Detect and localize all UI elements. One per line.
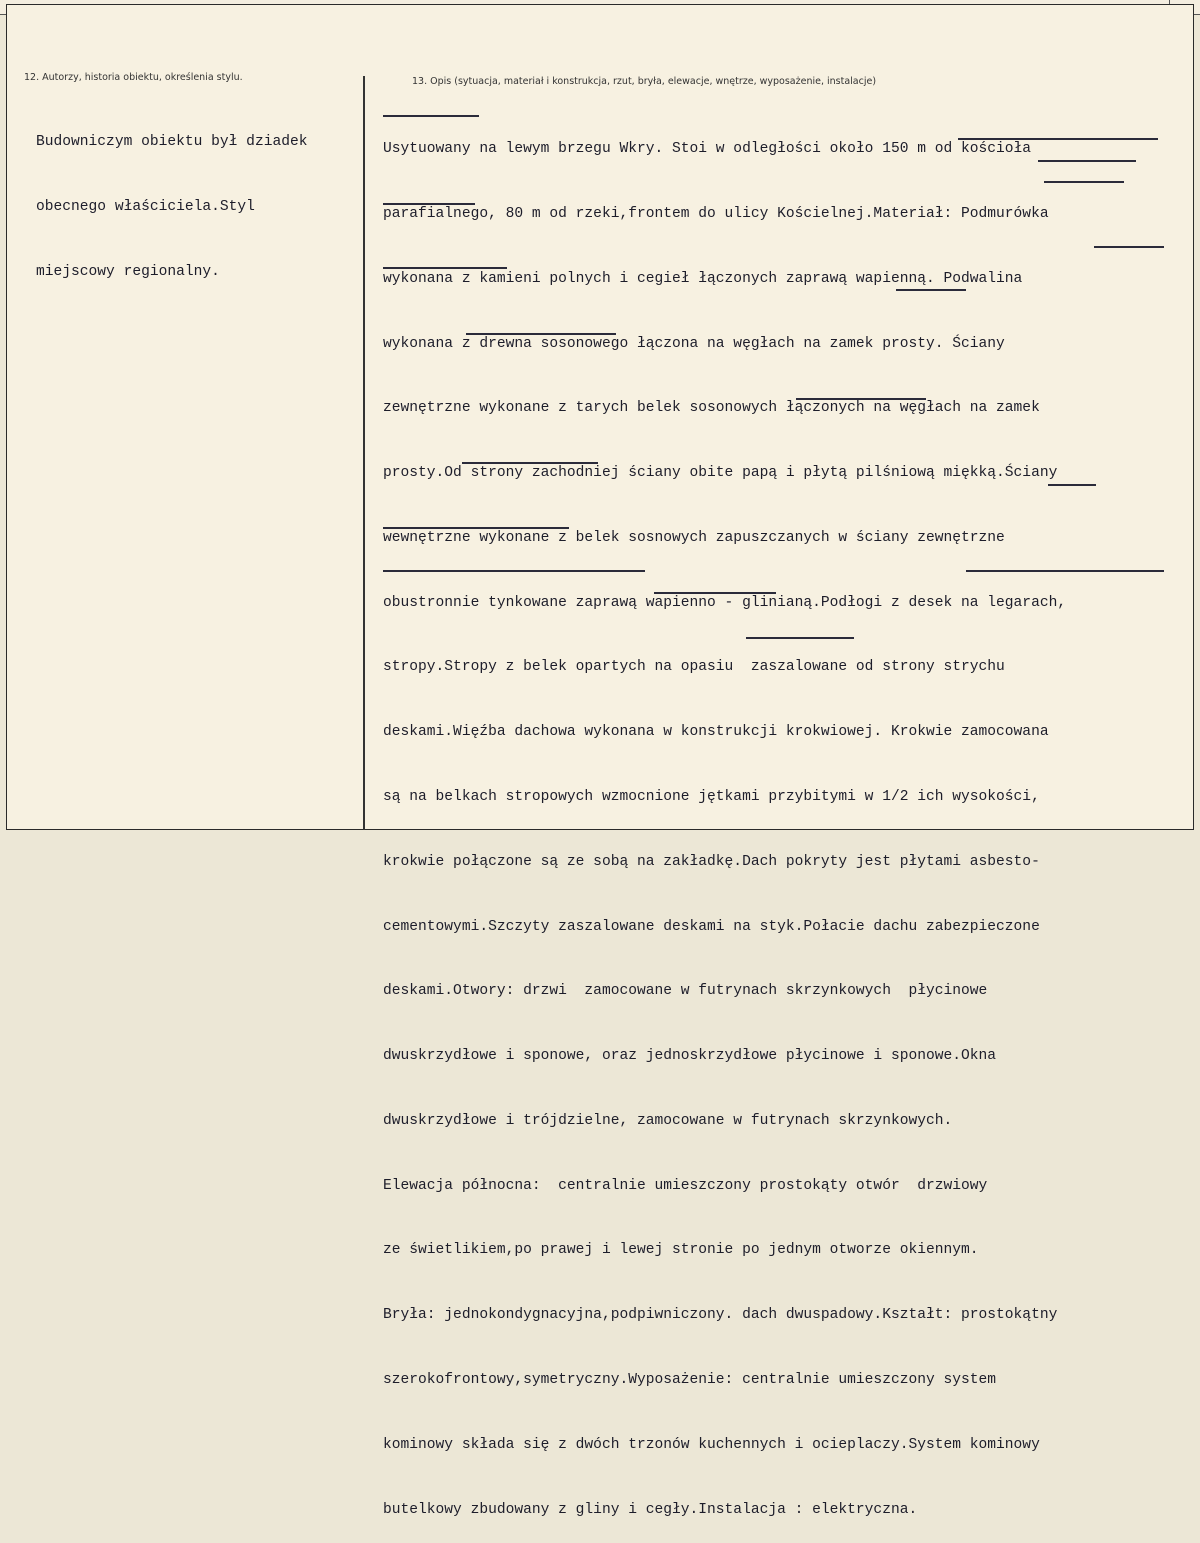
underline-sciany-wewnetrzne-2 [383, 267, 507, 269]
text-line: obustronnie tynkowane zaprawą wapienno - glinianą.Podłogi z desek na legarach, [383, 594, 1067, 611]
text-line: obecnego właściciela.Styl [36, 198, 255, 215]
text-line: wewnętrzne wykonane z belek sosnowych zapuszczanych w ściany zewnętrzne [383, 529, 1005, 546]
text-line: butelkowy zbudowany z gliny i cegły.Instalacja : elektryczna. [383, 1501, 918, 1518]
text-line: Budowniczym obiektu był dziadek [36, 134, 308, 151]
text-line: parafialnego, 80 m od rzeki,frontem do ulicy Kościelnej.Materiał: Podmurówka [383, 205, 1049, 222]
underline-instalacja [746, 637, 854, 639]
text-line: szerokofrontowy,symetryczny.Wyposażenie: centralnie umieszczony system [383, 1372, 997, 1389]
underline-wyposazenie [654, 592, 776, 594]
underline-elewacja [383, 527, 569, 529]
section-13-header: 13. Opis (sytuacja, materiał i konstrukcja, rzut, bryła, elewacje, wnętrze, wyposażenie, instalacje) [412, 76, 877, 87]
text-line: kominowy składa się z dwóch trzonów kuchennych i ocieplaczy.System kominowy [383, 1436, 1040, 1453]
text-line: stropy.Stropy z belek opartych na opasiu zaszalowane od strony strychu [383, 659, 1005, 676]
underline-wiezba [466, 333, 616, 335]
underline-okna [1048, 484, 1096, 486]
underline-bryla [383, 570, 645, 572]
text-line: Usytuowany na lewym brzegu Wkry. Stoi w odległości około 150 m od kościoła [383, 141, 1032, 158]
text-line: cementowymi.Szczyty zaszalowane deskami na styk.Połacie dachu zabezpieczone [383, 918, 1040, 935]
underline-podlogi [896, 289, 966, 291]
authors-history-text [36, 89, 308, 305]
underline-podwalina [1038, 160, 1136, 162]
text-line: prosty.Od strony zachodniej ściany obite papą i płytą pilśniową miękką.Ściany [383, 465, 1058, 482]
description-text [383, 96, 1066, 1543]
section-12-header: 12. Autorzy, historia obiektu, określenia stylu. [24, 72, 243, 83]
underline-sciany-zewnetrzne-2 [383, 203, 475, 205]
text-line: miejscowy regionalny. [36, 263, 220, 280]
underline-otwory [462, 462, 598, 464]
text-line: deskami.Więźba dachowa wykonana w konstrukcji krokwiowej. Krokwie zamocowana [383, 724, 1049, 741]
underline-sciany-zewnetrzne [1044, 181, 1124, 183]
text-line: ze świetlikiem,po prawej i lewej stronie po jednym otworze okiennym. [383, 1242, 979, 1259]
text-line: krokwie połączone są ze sobą na zakładkę.Dach pokryty jest płytami asbesto- [383, 853, 1040, 870]
text-line: Elewacja północna: centralnie umieszczony prostokąty otwór drzwiowy [383, 1177, 988, 1194]
underline-material [958, 138, 1158, 140]
text-line: dwuskrzydłowe i trójdzielne, zamocowane w futrynach skrzynkowych. [383, 1112, 953, 1129]
text-line: zewnętrzne wykonane z tarych belek sosonowych łączonych na węgłach na zamek [383, 400, 1040, 417]
text-line: deskami.Otwory: drzwi zamocowane w futrynach skrzynkowych płycinowe [383, 983, 988, 1000]
text-line: wykonana z kamieni polnych i cegieł łączonych zaprawą wapienną. Podwalina [383, 270, 1023, 287]
text-line: Bryła: jednokondygnacyjna,podpiwniczony. dach dwuspadowy.Kształt: prostokątny [383, 1307, 1058, 1324]
text-line: wykonana z drewna sosonowego łączona na węgłach na zamek prosty. Ściany [383, 335, 1005, 352]
text-line: są na belkach stropowych wzmocnione jętkami przybitymi w 1/2 ich wysokości, [383, 789, 1040, 805]
underline-ksztalt [966, 570, 1164, 572]
column-divider [363, 76, 365, 830]
underline-dach-pokryty [796, 398, 926, 400]
underline-usytuowany [383, 115, 479, 117]
underline-sciany-wewnetrzne [1094, 246, 1164, 248]
text-line: dwuskrzydłowe i sponowe, oraz jednoskrzydłowe płycinowe i sponowe.Okna [383, 1048, 997, 1065]
